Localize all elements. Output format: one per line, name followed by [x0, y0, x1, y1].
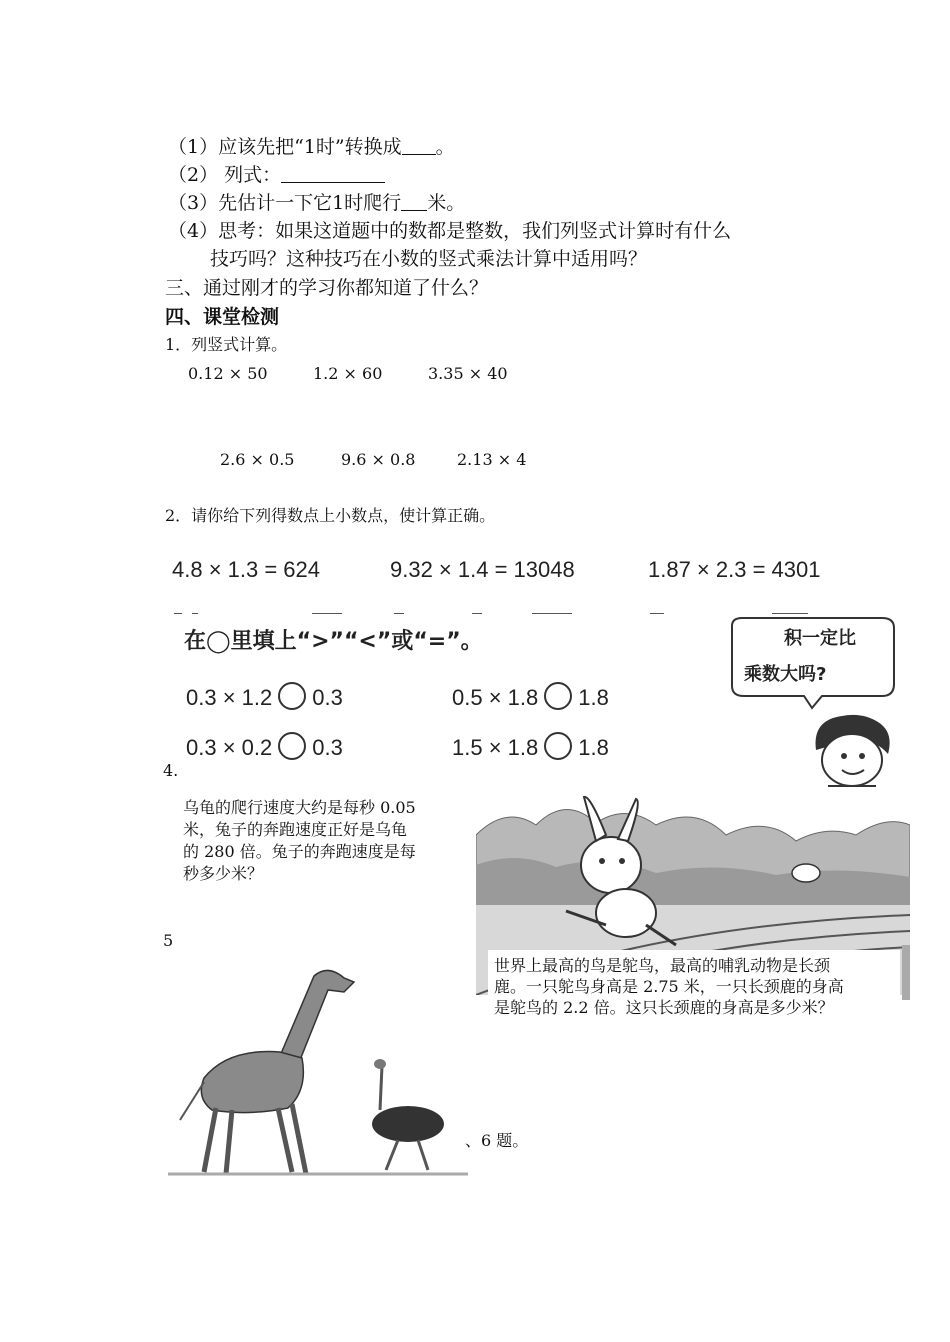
answer-blank-2[interactable]	[281, 164, 385, 183]
exercise-3-panel	[172, 614, 902, 788]
compare-circle[interactable]	[544, 732, 572, 760]
compare-circle[interactable]	[278, 732, 306, 760]
calc-item: 3.35 × 40	[428, 364, 508, 383]
compare-left: 0.3 × 1.2	[186, 685, 273, 710]
question-3-end: 米。	[427, 192, 466, 214]
exercise-3-instruction: 在◯里填上“>”“<”或“=”。	[184, 629, 483, 654]
calc-item: 1.2 × 60	[313, 364, 383, 383]
compare-right: 0.3	[312, 735, 343, 760]
giraffe-illustration-icon	[168, 960, 468, 1182]
calc-item: 2.6 × 0.5	[220, 450, 295, 469]
section-3-title: 三、通过刚才的学习你都知道了什么？	[165, 277, 489, 299]
image-edge	[902, 945, 910, 1000]
exercise-5-line2: 鹿。一只鸵鸟身高是 2.75 米，一只长颈鹿的身高	[494, 977, 844, 996]
question-1-end: 。	[435, 136, 455, 158]
exercise-5-line1: 世界上最高的鸟是鸵鸟，最高的哺乳动物是长颈	[494, 956, 831, 975]
question-1	[168, 134, 455, 160]
section-4-title: 四、课堂检测	[165, 306, 280, 328]
question-4-line1: （4）思考：如果这道题中的数都是整数，我们列竖式计算时有什么	[168, 220, 732, 242]
calc-item: 9.6 × 0.8	[341, 450, 416, 469]
calc-item: 2.13 × 4	[457, 450, 527, 469]
exercise-5-line3: 是鸵鸟的 2.2 倍。这只长颈鹿的身高是多少米？	[494, 998, 834, 1017]
bubble-text-2: 乘数大吗?	[744, 664, 827, 685]
exercise-1-label: 1．列竖式计算。	[165, 335, 288, 354]
compare-left: 0.3 × 0.2	[186, 735, 273, 760]
exercise-4-line2: 米，兔子的奔跑速度正好是乌龟	[183, 820, 408, 839]
compare-row-1b	[452, 682, 609, 711]
bubble-text-1: 积一定比	[784, 628, 856, 649]
compare-circle[interactable]	[278, 682, 306, 710]
decimal-item: 4.8 × 1.3 = 624	[172, 557, 321, 582]
exercise-5-text-box	[488, 950, 900, 1022]
exercise-4-number: 4.	[163, 761, 179, 780]
exercise-4-line1: 乌龟的爬行速度大约是每秒 0.05	[183, 798, 416, 817]
compare-row-2	[186, 732, 343, 761]
compare-right: 1.8	[578, 735, 609, 760]
question-3-text: （3）先估计一下它1时爬行	[168, 192, 402, 214]
question-2-text: （2） 列式：	[168, 164, 282, 186]
answer-blank-3[interactable]	[401, 192, 427, 211]
tail-text: 、6 题。	[465, 1131, 529, 1150]
compare-row-1	[186, 682, 343, 711]
question-1-text: （1）应该先把“1时”转换成	[168, 136, 402, 158]
decimal-item: 9.32 × 1.4 = 13048	[390, 557, 575, 582]
compare-right: 1.8	[578, 685, 609, 710]
compare-left: 1.5 × 1.8	[452, 735, 539, 760]
exercise-4-line4: 秒多少米？	[183, 864, 264, 883]
answer-blank-1[interactable]	[402, 136, 436, 155]
compare-right: 0.3	[312, 685, 343, 710]
calc-item: 0.12 × 50	[188, 364, 268, 383]
boy-icon	[802, 710, 902, 788]
compare-row-2b	[452, 732, 609, 761]
question-3	[168, 190, 465, 216]
compare-left: 0.5 × 1.8	[452, 685, 539, 710]
exercise-5-number: 5	[163, 931, 174, 950]
exercise-2-label: 2．请你给下列得数点上小数点，使计算正确。	[165, 506, 496, 525]
question-2	[168, 162, 385, 188]
question-4-line2: 技巧吗？这种技巧在小数的竖式乘法计算中适用吗？	[210, 248, 648, 270]
compare-circle[interactable]	[544, 682, 572, 710]
cropped-row	[172, 604, 872, 614]
decimal-item: 1.87 × 2.3 = 4301	[648, 557, 821, 582]
exercise-4-line3: 的 280 倍。兔子的奔跑速度是每	[183, 842, 416, 861]
